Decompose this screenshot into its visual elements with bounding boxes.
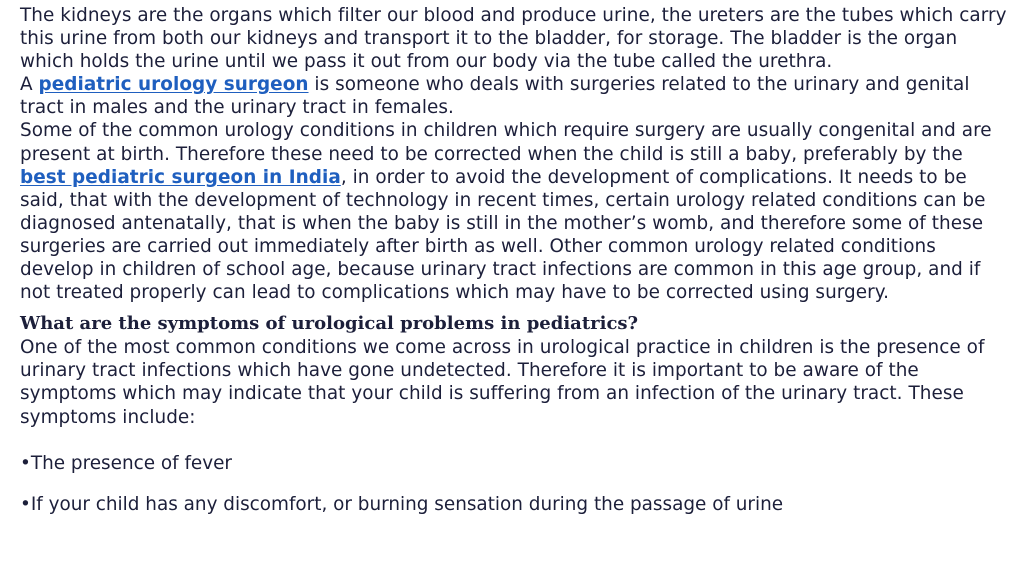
pediatric-urology-surgeon-link[interactable]: pediatric urology surgeon	[38, 74, 309, 96]
intro-paragraph-organs: The kidneys are the organs which filter our blood and produce urine, the ureters are the tubes which carry this urine from both our kidneys and transport it to the bladder, for storage. The bladder is the organ which holds the urine until we pass it out from our body via the tube called the urethra.	[20, 5, 1007, 73]
bullet-burning: •If your child has any discomfort, or burning sensation during the passage of urine	[20, 493, 784, 515]
symptoms-heading: What are the symptoms of urological problems in pediatrics?	[20, 313, 639, 335]
conditions-text-before: Some of the common urology conditions in children which require surgery are usually congenital and are present at birth. Therefore these need to be corrected when the child is still a baby, preferably by the	[20, 120, 992, 165]
bullet-fever: •The presence of fever	[20, 452, 232, 474]
symptoms-paragraph: One of the most common conditions we come across in urological practice in children is the presence of urinary tract infections which have gone undetected. Therefore it is important to be aware of the symptoms which may indicate that your child is suffering from an infection of the urinary tract. These symptoms include:	[20, 337, 985, 428]
intro-paragraph-surgeon	[20, 73, 1010, 119]
surgeon-text-before: A	[20, 74, 39, 96]
best-pediatric-surgeon-link[interactable]: best pediatric surgeon in India	[20, 166, 341, 188]
conditions-text-after: , in order to avoid the development of complications. It needs to be said, that with the development of technology in recent times, certain urology related conditions can be diagnosed antenatally, that is when the baby is still in the mother’s womb, and therefore some of these surgeries are carried out immediately after birth as well. Other common urology related conditions develop in children of school age, because urinary tract infections are common in this age group, and if not treated properly can lead to complications which may have to be corrected using surgery.	[20, 166, 986, 304]
surgeon-text-after: is someone who deals with surgeries related to the urinary and genital tract in males and the urinary tract in females.	[20, 74, 970, 119]
intro-paragraph-conditions	[20, 119, 1010, 304]
